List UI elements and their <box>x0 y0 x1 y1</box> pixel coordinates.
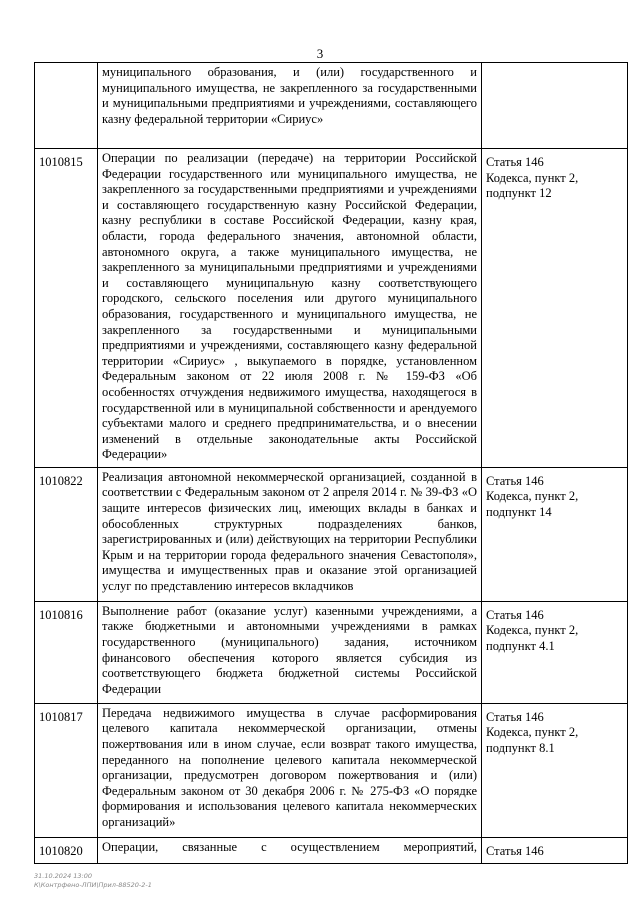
footer-doc-id: К\Контрфено-ЛПИ\Прил-88520-2-1 <box>34 881 152 889</box>
row-description: Реализация автономной некоммерческой организацией, созданной в соответствии с Федеральным законом от 2 апреля 2014 г. № 39-ФЗ «О защите интересов физических лиц, имеющих вклады в банках и обособленных структурных подразделениях банков, зарегистрированных и (или) действующих на территории Республики Крым и на территории города федерального значения Севастополя», имущества и имущественных прав и оказание этой организацией услуг по представлению интересов вкладчиков <box>98 467 482 601</box>
table-row <box>35 467 628 601</box>
table-row <box>35 601 628 703</box>
row-reference <box>482 149 628 468</box>
row-reference <box>482 601 628 703</box>
row-description: Операции, связанные с осуществлением мероприятий, <box>98 837 482 864</box>
footer-timestamp: 31.10.2024 13:00 <box>34 872 93 880</box>
reference-line: Кодекса, пункт 2, <box>486 623 579 638</box>
row-reference <box>482 703 628 837</box>
reference-line: Статья 146 <box>486 155 544 169</box>
reference-line: Статья 146 <box>486 473 544 488</box>
reference-line: Статья 146 <box>486 843 544 858</box>
row-code: 1010820 <box>35 837 98 864</box>
row-code: 1010815 <box>35 149 98 468</box>
document-footer <box>34 872 152 890</box>
reference-line: Кодекса, пункт 2, <box>486 725 579 740</box>
reference-line: Статья 146 <box>486 709 544 724</box>
row-reference <box>482 63 628 149</box>
reference-line: Статья 146 <box>486 607 544 622</box>
table-row <box>35 149 628 468</box>
reference-line: подпункт 14 <box>486 505 552 520</box>
reference-line: подпункт 12 <box>486 186 552 201</box>
table-row <box>35 63 628 149</box>
row-code: 1010817 <box>35 703 98 837</box>
row-reference <box>482 467 628 601</box>
page-number: 3 <box>316 46 324 61</box>
table-row <box>35 703 628 837</box>
row-description: Передача недвижимого имущества в случае расформирования целевого капитала некоммерческой организации, отмены пожертвования или в ином случае, если возврат такого имущества, переданного на пополнение целевого капитала некоммерческой организации, предусмотрен договором пожертвования и (или) Федеральным законом от 30 декабря 2006 г. № 275-ФЗ «О порядке формирования и использования целевого капитала некоммерческих организаций» <box>98 703 482 837</box>
row-description: Выполнение работ (оказание услуг) казенными учреждениями, а также бюджетными и автономными учреждениями в рамках государственного (муниципального) задания, источником финансового обеспечения которого является субсидия из соответствующего бюджета бюджетной системы Российской Федерации <box>98 601 482 703</box>
reference-line: Кодекса, пункт 2, <box>486 489 579 504</box>
row-code <box>35 63 98 149</box>
codes-table <box>34 62 628 864</box>
row-description: муниципального образования, и (или) государственного и муниципального имущества, не закрепленного за государственными и муниципальными предприятиями и учреждениями, составляющего казну федеральной территории «Сириус» <box>98 63 482 149</box>
table-row <box>35 837 628 864</box>
row-reference <box>482 837 628 864</box>
row-code: 1010822 <box>35 467 98 601</box>
row-description: Операции по реализации (передаче) на территории Российской Федерации государственного или муниципального имущества, не закрепленного за государственными предприятиями и учреждениями и составляющего государственную казну Российской Федерации, казну республики в составе Российской Федерации, казну края, области, города федерального значения, автономной области, автономного округа, а также муниципального имущества, не закрепленного за муниципальными предприятиями и учреждениями и составляющего муниципальную казну соответствующего городского, сельского поселения или другого муниципального образования, государственного и муниципального имущества, не закрепленного за государственными и муниципальными предприятиями и учреждениями, составляющего казну федеральной территории «Сириус» , выкупаемого в порядке, установленном Федеральным законом от 22 июля 2008 г. № 159-ФЗ «Об особенностях отчуждения недвижимого имущества, находящегося в государственной или в муниципальной собственности и арендуемого субъектами малого и среднего предпринимательства, и о внесении изменений в отдельные законодательные акты Российской Федерации» <box>98 149 482 468</box>
reference-line: подпункт 8.1 <box>486 741 555 756</box>
row-code: 1010816 <box>35 601 98 703</box>
reference-line: Кодекса, пункт 2, <box>486 170 579 185</box>
reference-line: подпункт 4.1 <box>486 639 555 654</box>
